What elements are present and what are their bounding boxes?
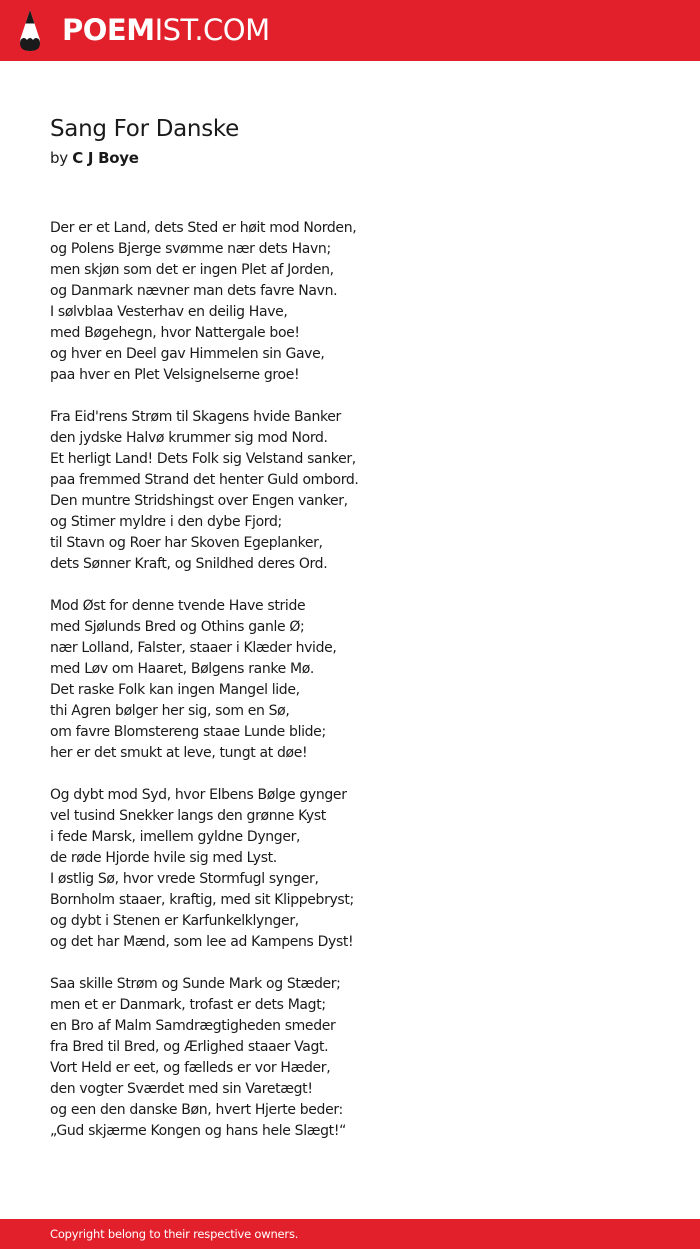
poem-line: men et er Danmark, trofast er dets Magt; (50, 997, 326, 1013)
poem-line: Bornholm staaer, kraftig, med sit Klippebryst; (50, 892, 354, 908)
poem-line: Den muntre Stridshingst over Engen vanker, (50, 493, 348, 509)
poem-line: Vort Held er eet, og fælleds er vor Hæder, (50, 1060, 331, 1076)
poem-line: og Danmark nævner man dets favre Navn. (50, 283, 338, 299)
poem-line: Et herligt Land! Dets Folk sig Velstand sanker, (50, 451, 356, 467)
poem-line: paa hver en Plet Velsignelserne groe! (50, 367, 300, 383)
poem-stanza (50, 974, 650, 1142)
poem-line: med Bøgehegn, hvor Nattergale boe! (50, 325, 300, 341)
poem-line: dets Sønner Kraft, og Snildhed deres Ord. (50, 556, 328, 572)
poem-line: vel tusind Snekker langs den grønne Kyst (50, 808, 326, 824)
poem-body (50, 218, 650, 1163)
poem-byline (50, 149, 139, 167)
poem-line: Der er et Land, dets Sted er høit mod Norden, (50, 220, 357, 236)
poem-line: men skjøn som det er ingen Plet af Jorden, (50, 262, 334, 278)
poem-stanza (50, 218, 650, 386)
poem-stanza (50, 407, 650, 575)
poem-line: og Polens Bjerge svømme nær dets Havn; (50, 241, 331, 257)
poem-line: med Sjølunds Bred og Othins ganle Ø; (50, 619, 305, 635)
site-logo[interactable] (62, 12, 270, 48)
poem-line: her er det smukt at leve, tungt at døe! (50, 745, 308, 761)
poem-line: I sølvblaa Vesterhav en deilig Have, (50, 304, 288, 320)
by-label: by (50, 149, 68, 167)
poem-line: paa fremmed Strand det henter Guld ombord. (50, 472, 359, 488)
poem-line: den vogter Sværdet med sin Varetægt! (50, 1081, 313, 1097)
poem-line: Saa skille Strøm og Sunde Mark og Stæder; (50, 976, 341, 992)
poem-line: og een den danske Bøn, hvert Hjerte beder: (50, 1102, 343, 1118)
poem-line: thi Agren bølger her sig, som en Sø, (50, 703, 290, 719)
poem-author: C J Boye (72, 149, 139, 167)
pencil-icon[interactable] (18, 10, 42, 51)
poem-title: Sang For Danske (50, 116, 239, 142)
poem-line: de røde Hjorde hvile sig med Lyst. (50, 850, 277, 866)
copyright-text: Copyright belong to their respective owners. (50, 1227, 299, 1241)
poem-line: nær Lolland, Falster, staaer i Klæder hvide, (50, 640, 337, 656)
poem-line: i fede Marsk, imellem gyldne Dynger, (50, 829, 301, 845)
poem-line: I østlig Sø, hvor vrede Stormfugl synger, (50, 871, 319, 887)
poem-line: med Løv om Haaret, Bølgens ranke Mø. (50, 661, 315, 677)
poem-line: og det har Mænd, som lee ad Kampens Dyst! (50, 934, 354, 950)
poem-line: en Bro af Malm Samdrægtigheden smeder (50, 1018, 336, 1034)
poem-line: Mod Øst for denne tvende Have stride (50, 598, 306, 614)
poem-line: og dybt i Stenen er Karfunkelklynger, (50, 913, 299, 929)
poem-line: Fra Eid'rens Strøm til Skagens hvide Banker (50, 409, 341, 425)
poem-line: Det raske Folk kan ingen Mangel lide, (50, 682, 300, 698)
logo-light-text: IST.COM (154, 13, 270, 47)
poem-line: om favre Blomstereng staae Lunde blide; (50, 724, 326, 740)
logo-bold-text: POEM (62, 13, 155, 47)
site-header (0, 0, 700, 61)
poem-line: og Stimer myldre i den dybe Fjord; (50, 514, 282, 530)
poem-line: og hver en Deel gav Himmelen sin Gave, (50, 346, 325, 362)
poem-line: Og dybt mod Syd, hvor Elbens Bølge gynger (50, 787, 347, 803)
poem-stanza (50, 596, 650, 764)
poem-line: fra Bred til Bred, og Ærlighed staaer Vagt. (50, 1039, 329, 1055)
poem-line: til Stavn og Roer har Skoven Egeplanker, (50, 535, 323, 551)
site-footer (0, 1219, 700, 1249)
poem-line: den jydske Halvø krummer sig mod Nord. (50, 430, 328, 446)
poem-line: „Gud skjærme Kongen og hans hele Slægt!“ (50, 1123, 346, 1139)
poem-stanza (50, 785, 650, 953)
